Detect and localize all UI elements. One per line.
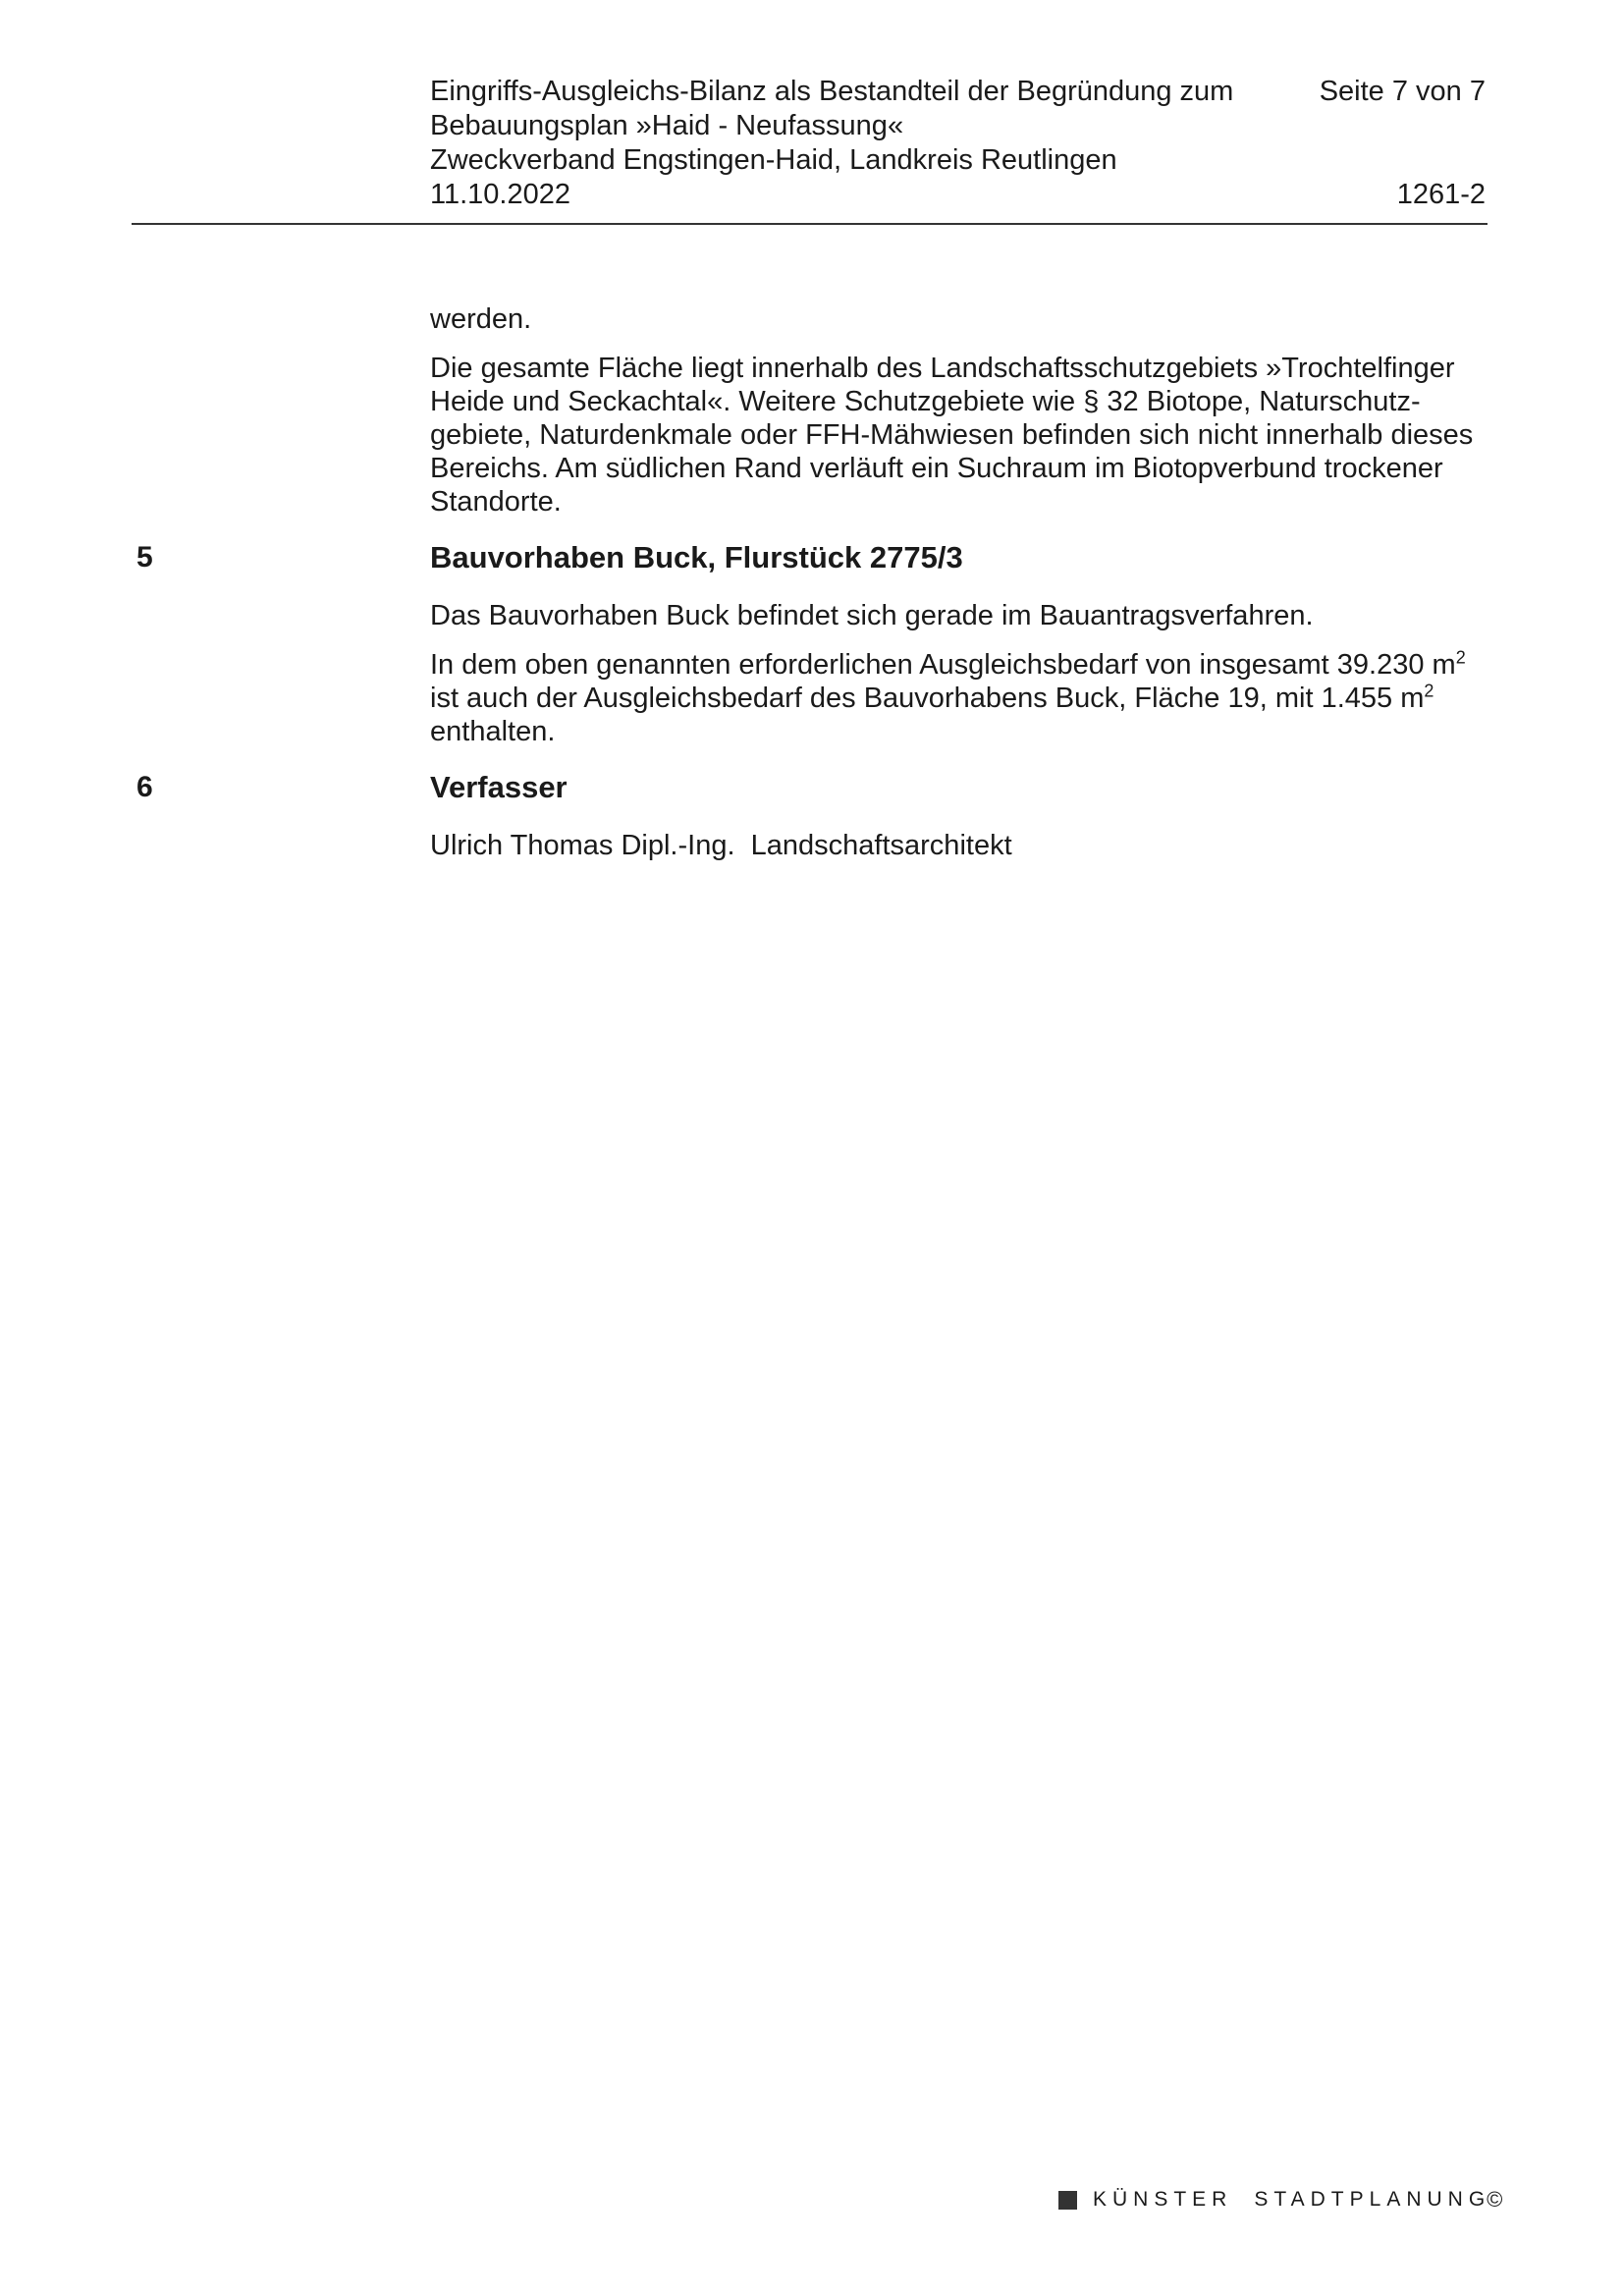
author-name: Ulrich Thomas Dipl.-Ing.	[430, 830, 735, 861]
paragraph-text-part: In dem oben genannten erforderlichen Ausgleichsbedarf von insgesamt 39.230 m	[430, 649, 1456, 681]
section-5-paragraph-1: Das Bauvorhaben Buck befindet sich gerade im Bauantragsverfahren.	[430, 600, 1314, 631]
section-number: 6	[136, 771, 153, 803]
paragraph-text-part: enthalten.	[430, 716, 556, 747]
header-organization: Zweckverband Engstingen-Haid, Landkreis Reutlingen	[430, 144, 1117, 176]
brand-name-second: STADTPLANUNG	[1254, 2188, 1491, 2211]
author-role: Landschaftsarchitekt	[750, 830, 1012, 861]
section-5	[136, 538, 1486, 748]
page-header	[430, 75, 1486, 212]
section-6	[136, 768, 1486, 862]
header-date: 11.10.2022	[430, 179, 570, 210]
superscript-2: 2	[1424, 681, 1434, 701]
superscript-2: 2	[1455, 647, 1466, 668]
paragraph-text-part: ist auch der Ausgleichsbedarf des Bauvorhabens Buck, Fläche 19, mit 1.455 m	[430, 683, 1425, 714]
copyright-icon: ©	[1487, 2187, 1503, 2212]
brand-name-first: KÜNSTER	[1093, 2188, 1233, 2211]
section-title: Bauvorhaben Buck, Flurstück 2775/3	[430, 540, 963, 574]
area-description-paragraph: Die gesamte Fläche liegt innerhalb des Landschaftsschutzgebiets »Trochtelfinger Heide und Seckachtal«. Weitere Schutzgebiete wie § 32 Biotope, Naturschutz-gebiete, Naturdenkmale oder FFH-Mähwiesen befinden sich nicht innerhalb dieses Bereichs. Am südlichen Rand verläuft ein Suchraum im Biotopverbund trockener Standorte.	[430, 353, 1474, 518]
footer-brand	[1058, 2187, 1502, 2213]
section-5-paragraph-2	[430, 648, 1486, 748]
section-number: 5	[136, 541, 153, 574]
brand-square-icon	[1058, 2191, 1077, 2210]
header-title-line-2: Bebauungsplan »Haid - Neufassung«	[430, 110, 904, 141]
document-number: 1261-2	[1396, 179, 1486, 210]
page-indicator: Seite 7 von 7	[1319, 76, 1486, 107]
header-divider	[132, 223, 1488, 225]
page-body	[136, 302, 1486, 878]
author-line	[430, 829, 1486, 862]
header-title-line-1: Eingriffs-Ausgleichs-Bilanz als Bestandteil der Begründung zum	[430, 76, 1234, 107]
continuation-text: werden.	[430, 303, 532, 335]
section-title: Verfasser	[430, 770, 568, 804]
